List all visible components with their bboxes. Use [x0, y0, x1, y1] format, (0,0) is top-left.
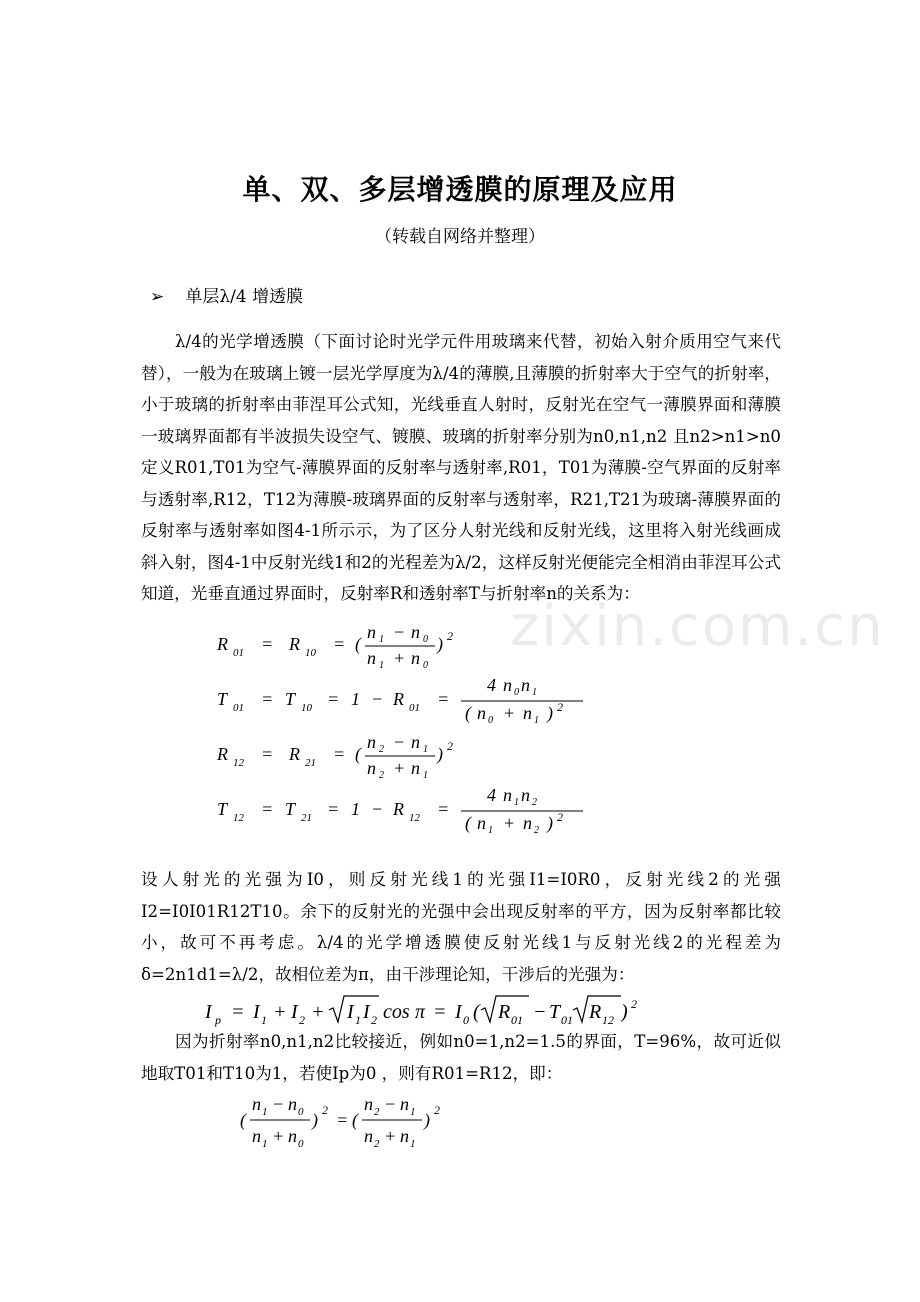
svg-text:n: n — [288, 1126, 297, 1146]
svg-text:2: 2 — [534, 825, 539, 835]
svg-text:2: 2 — [322, 1103, 328, 1117]
svg-text:=: = — [327, 689, 340, 709]
svg-text:0: 0 — [463, 1013, 469, 1027]
arrow-bullet-icon: ➢ — [150, 287, 165, 307]
svg-text:I: I — [455, 1001, 462, 1023]
svg-text:n: n — [400, 1094, 409, 1114]
svg-text:n: n — [367, 732, 376, 752]
svg-text:=: = — [333, 744, 346, 764]
svg-text:n: n — [477, 813, 486, 833]
svg-text:01: 01 — [233, 647, 244, 659]
svg-text:0: 0 — [298, 1138, 304, 1150]
svg-text:n: n — [364, 1094, 373, 1114]
svg-text:): ) — [424, 1110, 430, 1130]
svg-text:I: I — [253, 1001, 260, 1023]
svg-text:12: 12 — [233, 757, 244, 769]
svg-text:(: ( — [352, 1110, 358, 1130]
section-heading — [150, 282, 303, 307]
svg-text:R: R — [498, 1001, 511, 1023]
equation-condition — [240, 1090, 460, 1152]
svg-text:1: 1 — [262, 1106, 268, 1118]
svg-text:1: 1 — [379, 634, 384, 645]
svg-text:2: 2 — [631, 997, 637, 1011]
svg-text:1: 1 — [410, 1138, 416, 1150]
svg-text:+: + — [393, 648, 406, 668]
svg-text:2: 2 — [374, 1106, 380, 1118]
svg-text:T: T — [285, 689, 296, 709]
svg-text:1: 1 — [488, 825, 493, 835]
svg-text:n: n — [477, 703, 486, 723]
svg-text:=: = — [231, 1001, 245, 1023]
svg-text:n: n — [521, 785, 530, 805]
svg-text:−: − — [272, 1094, 285, 1114]
svg-text:2: 2 — [557, 700, 563, 714]
svg-text:21: 21 — [305, 757, 316, 769]
svg-text:R: R — [393, 689, 404, 709]
svg-text:−: − — [371, 689, 384, 709]
svg-text:01: 01 — [409, 702, 420, 714]
svg-text:n: n — [411, 758, 420, 778]
svg-text:=: = — [437, 689, 450, 709]
svg-text:+: + — [272, 1126, 285, 1146]
svg-text:1: 1 — [261, 1013, 267, 1027]
svg-text:): ) — [547, 703, 553, 723]
svg-text:π: π — [415, 1001, 426, 1023]
equation-r12 — [215, 730, 515, 780]
svg-text:cos: cos — [383, 1001, 410, 1023]
svg-text:n: n — [367, 758, 376, 778]
equation-t01 — [215, 675, 595, 725]
svg-text:n: n — [252, 1126, 261, 1146]
svg-text:2: 2 — [447, 629, 453, 643]
svg-text:01: 01 — [561, 1013, 573, 1027]
svg-text:2: 2 — [532, 797, 537, 808]
svg-text:−: − — [371, 799, 384, 819]
svg-text:1: 1 — [262, 1138, 268, 1150]
svg-text:4: 4 — [487, 785, 496, 805]
paragraph-2: 设人射光的光强为I0，则反射光线1的光强I1=I0R0，反射光线2的光强I2=I0I01R12T10。余下的反射光的光强中会出现反射率的平方，因为反射率都比较小，故可不再考虑。λ/4的光学增透膜使反射光线1与反射光线2的光程差为δ=2n1d1=λ/2，故相位差为π，由干涉理论知，干涉后的光强为： — [141, 870, 781, 984]
svg-text:n: n — [523, 813, 532, 833]
svg-text:R: R — [217, 634, 228, 654]
svg-text:+: + — [503, 703, 516, 723]
svg-text:=: = — [333, 634, 346, 654]
document-title: 单、双、多层增透膜的原理及应用 — [242, 173, 678, 206]
watermark: zixin.com.cn — [510, 594, 885, 659]
section-heading-text: 单层λ/4 增透膜 — [185, 287, 304, 307]
svg-text:n: n — [364, 1126, 373, 1146]
svg-text:=: = — [336, 1110, 349, 1130]
svg-text:n: n — [367, 622, 376, 642]
svg-text:01: 01 — [233, 702, 244, 714]
svg-text:n: n — [252, 1094, 261, 1114]
svg-text:T: T — [285, 799, 296, 819]
svg-text:0: 0 — [423, 634, 428, 645]
svg-text:(: ( — [465, 813, 471, 833]
svg-text:2: 2 — [374, 1138, 380, 1150]
equation-r01 — [215, 620, 515, 670]
svg-text:I: I — [205, 1001, 212, 1023]
svg-text:R: R — [289, 744, 300, 764]
svg-text:1: 1 — [351, 689, 360, 709]
svg-text:=: = — [261, 799, 274, 819]
svg-text:n: n — [411, 648, 420, 668]
svg-text:2: 2 — [371, 1013, 377, 1027]
svg-text:2: 2 — [299, 1013, 305, 1027]
svg-text:=: = — [327, 799, 340, 819]
svg-text:T: T — [549, 1001, 561, 1023]
svg-text:n: n — [367, 648, 376, 668]
svg-text:1: 1 — [351, 799, 360, 819]
svg-text:): ) — [312, 1110, 318, 1130]
svg-text:1: 1 — [355, 1013, 361, 1027]
svg-text:10: 10 — [305, 647, 316, 659]
svg-text:2: 2 — [379, 770, 384, 780]
svg-text:I: I — [347, 1001, 354, 1023]
svg-text:01: 01 — [511, 1013, 523, 1027]
svg-text:1: 1 — [423, 770, 428, 780]
svg-text:12: 12 — [409, 812, 420, 824]
svg-text:+: + — [311, 1001, 325, 1023]
svg-text:T: T — [217, 689, 228, 709]
paragraph-1: λ/4的光学增透膜（下面讨论时光学元件用玻璃来代替，初始入射介质用空气来代替），一般为在玻璃上镀一层光学厚度为λ/4的薄膜,且薄膜的折射率大于空气的折射率，小于玻璃的折射率由菲涅耳公式知，光线垂直人射时，反射光在空气一薄膜界面和薄膜一玻璃界面都有半波损失设空气、镀膜、玻璃的折射率分别为n0,n1,n2 且n2>n1>n0定义R01,T01为空气-薄膜界面的反射率与透射率,R01，T01为薄膜-空气界面的反射率与透射率,R12，T12为薄膜-玻璃界面的反射率与透射率，R21,T21为玻璃-薄膜界面的反射率与透射率如图4-1所示示，为了区分人射光线和反射光线，这里将入射光线画成斜入射，图4-1中反射光线1和2的光程差为λ/2，这样反射光便能完全相消由菲涅耳公式知道，光垂直通过界面时，反射率R和透射率T与折射率n的关系为： — [141, 332, 781, 603]
svg-text:10: 10 — [301, 702, 312, 714]
svg-text:R: R — [217, 744, 228, 764]
svg-text:n: n — [411, 732, 420, 752]
svg-text:−: − — [393, 622, 406, 642]
svg-text:+: + — [503, 813, 516, 833]
svg-text:=: = — [261, 744, 274, 764]
svg-text:R: R — [589, 1001, 602, 1023]
document-subtitle: （转载自网络并整理） — [375, 227, 545, 247]
svg-text:p: p — [215, 1013, 221, 1027]
svg-text:−: − — [384, 1094, 397, 1114]
svg-text:n: n — [523, 703, 532, 723]
svg-text:n: n — [521, 675, 530, 695]
svg-text:+: + — [384, 1126, 397, 1146]
svg-text:n: n — [411, 622, 420, 642]
svg-text:2: 2 — [557, 810, 563, 824]
svg-text:+: + — [393, 758, 406, 778]
svg-text:n: n — [503, 675, 512, 695]
svg-text:1: 1 — [534, 715, 539, 725]
svg-text:0: 0 — [298, 1106, 304, 1118]
svg-text:0: 0 — [514, 687, 519, 698]
svg-text:−: − — [533, 1001, 547, 1023]
svg-text:21: 21 — [301, 812, 312, 824]
svg-text:(: ( — [355, 744, 361, 764]
svg-text:n: n — [400, 1126, 409, 1146]
svg-text:(: ( — [473, 1001, 480, 1023]
svg-text:=: = — [433, 1001, 447, 1023]
paragraph-3: 因为折射率n0,n1,n2比较接近，例如n0=1,n2=1.5的界面，T=96%，故可近似地取T01和T10为1，若使Ip为0 ，则有R01=R12，即： — [141, 1032, 781, 1083]
svg-text:(: ( — [465, 703, 471, 723]
svg-text:0: 0 — [423, 660, 428, 670]
svg-text:): ) — [621, 1001, 628, 1023]
svg-text:1: 1 — [532, 687, 537, 698]
svg-text:2: 2 — [379, 744, 384, 755]
svg-text:+: + — [273, 1001, 287, 1023]
svg-text:12: 12 — [233, 812, 244, 824]
svg-text:R: R — [289, 634, 300, 654]
svg-text:n: n — [288, 1094, 297, 1114]
svg-text:−: − — [393, 732, 406, 752]
svg-text:0: 0 — [488, 715, 493, 725]
svg-text:4: 4 — [487, 675, 496, 695]
svg-text:2: 2 — [447, 739, 453, 753]
svg-text:I: I — [291, 1001, 298, 1023]
svg-text:1: 1 — [379, 660, 384, 670]
svg-text:1: 1 — [514, 797, 519, 808]
svg-text:=: = — [261, 689, 274, 709]
svg-text:1: 1 — [423, 744, 428, 755]
svg-text:): ) — [547, 813, 553, 833]
svg-text:2: 2 — [434, 1103, 440, 1117]
svg-text:(: ( — [240, 1110, 246, 1130]
svg-text:(: ( — [355, 634, 361, 654]
svg-text:n: n — [503, 785, 512, 805]
svg-text:): ) — [437, 634, 443, 654]
svg-text:T: T — [217, 799, 228, 819]
svg-text:=: = — [437, 799, 450, 819]
svg-text:): ) — [437, 744, 443, 764]
svg-text:I: I — [363, 1001, 370, 1023]
svg-text:1: 1 — [410, 1106, 416, 1118]
svg-text:12: 12 — [602, 1013, 614, 1027]
svg-text:R: R — [393, 799, 404, 819]
equation-t12 — [215, 785, 595, 835]
svg-text:=: = — [261, 634, 274, 654]
